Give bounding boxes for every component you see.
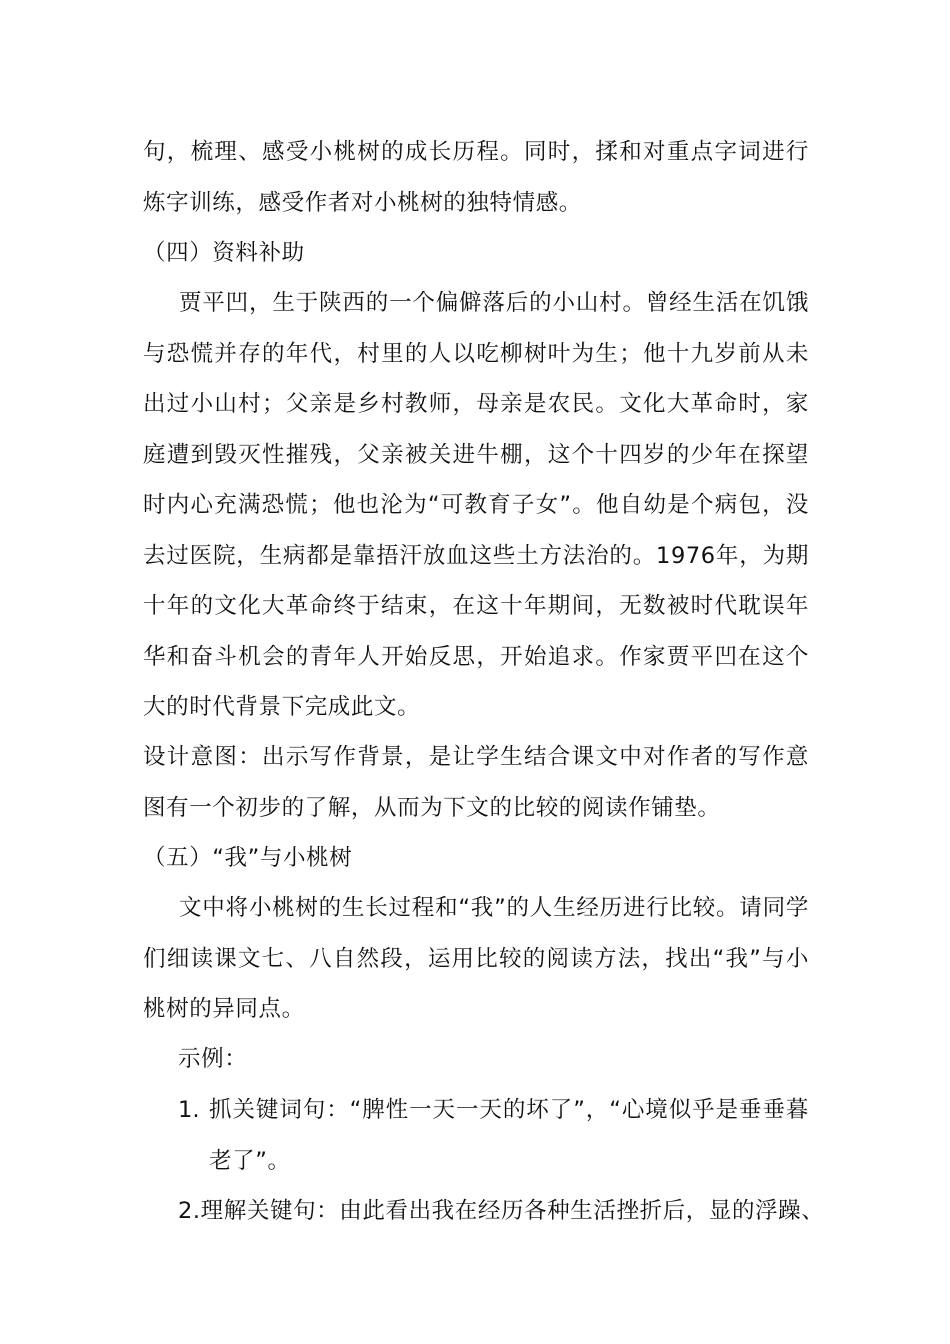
list-item-1-number: 1. <box>178 1097 200 1123</box>
author-background-paragraph: 贾平凹，生于陕西的一个偏僻落后的小山村。曾经生活在饥饿与恐慌并存的年代，村里的人以吃柳树叶为生；他十九岁前从未出过小山村；父亲是乡村教师，母亲是农民。文化大革命时，家庭遭到毁灭性摧残，父亲被关进牛棚，这个十四岁的少年在探望时内心充满恐慌；他也沦为“可教育子女”。他自幼是个病包，没去过医院，生病都是靠捂汗放血这些土方法治的。1976年，为期十年的文化大革命终于结束，在这十年期间，无数被时代耽误年华和奋斗机会的青年人开始反思，开始追求。作家贾平凹在这个大的时代背景下完成此文。 <box>143 290 809 720</box>
example-label: 示例： <box>178 1046 248 1072</box>
list-item-2-text: 2.理解关键句：由此看出我在经历各种生活挫折后，显的浮躁、 <box>178 1198 825 1224</box>
comparison-paragraph: 文中将小桃树的生长过程和“我”的人生经历进行比较。请同学们细读课文七、八自然段，运用比较的阅读方法，找出“我”与小桃树的异同点。 <box>143 895 809 1022</box>
section-heading-5: （五）“我”与小桃树 <box>143 845 353 871</box>
continued-paragraph: 句，梳理、感受小桃树的成长历程。同时，揉和对重点字词进行炼字训练，感受作者对小桃树的独特情感。 <box>143 139 809 216</box>
list-item-1-text: 抓关键词句：“脾性一天一天的坏了”，“心境似乎是垂垂暮老了”。 <box>209 1097 809 1174</box>
design-intent-paragraph: 设计意图：出示写作背景，是让学生结合课文中对作者的写作意图有一个初步的了解，从而为下文的比较的阅读作铺垫。 <box>143 744 809 821</box>
section-heading-4: （四）资料补助 <box>143 240 305 266</box>
